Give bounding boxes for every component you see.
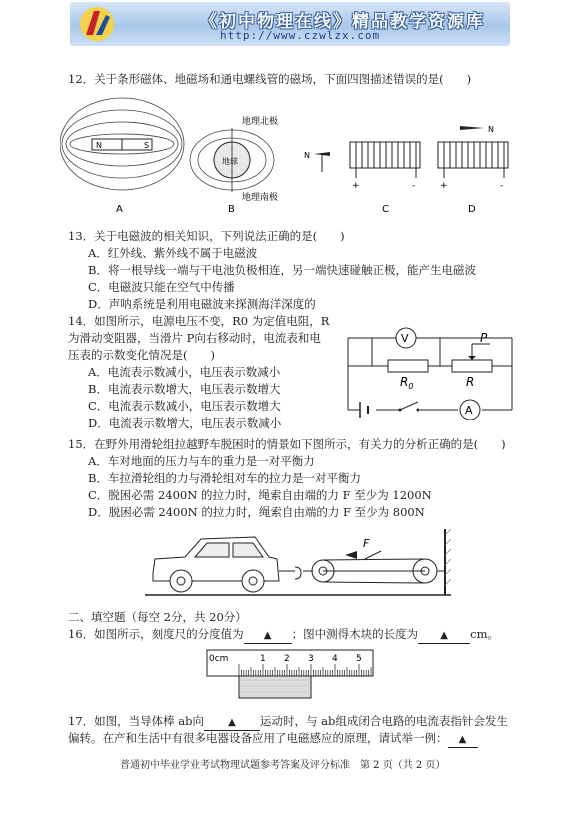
figure-a-bar-magnet (60, 98, 184, 215)
ruler-tick-3: 3 (308, 654, 314, 664)
fig-a-label: A (116, 204, 123, 215)
header-title: 《初中物理在线》精品教学资源库 (200, 12, 485, 32)
section2-title: 二、填空题（每空 2分，共 20分） (68, 610, 247, 624)
slider-p-label: P (480, 331, 488, 345)
figure-c-solenoid (304, 142, 420, 215)
q16-ruler-figure (205, 646, 375, 704)
header-banner (70, 2, 510, 46)
fig-c-label: C (382, 204, 389, 215)
q17-line1-b: 运动时，与 ab组成闭合电路的电流表指针会发生 (260, 714, 508, 728)
fig-d-plus: + (440, 181, 448, 191)
fig-d-label: D (468, 204, 476, 215)
q16-blank-1[interactable]: ▲ (244, 629, 292, 644)
figure-d-solenoid (438, 125, 508, 215)
q16-text-a: 16．如图所示，刻度尺的分度值为 (68, 627, 244, 641)
q17-blank-1[interactable]: ▲ (204, 716, 260, 731)
q14-circuit (340, 320, 520, 420)
q14-option-b: B．电流表示数增大，电压表示数增大 (88, 382, 281, 396)
q13-option-a: A．红外线、紫外线不属于电磁波 (88, 246, 258, 260)
fig-a-n-label: N (96, 141, 102, 150)
q14-stem-line-3: 压表的示数变化情况是( ) (68, 348, 215, 362)
fig-d-minus: - (500, 181, 504, 191)
figure-b-earth (190, 115, 278, 215)
q17-blank-2[interactable]: ▲ (448, 733, 478, 748)
q17-line-1 (68, 714, 508, 731)
q14-option-a: A．电流表示数减小，电压表示数减小 (88, 365, 281, 379)
q13-option-b: B．将一根导线一端与干电池负极相连，另一端快速碰触正极，能产生电磁波 (88, 263, 476, 277)
fig-c-plus: + (352, 181, 360, 191)
q15-stem: 15．在野外用滑轮组拉越野车脱困时的情景如下图所示，有关力的分析正确的是( ) (68, 437, 506, 451)
fig-b-geo-south: 地理南极 (242, 193, 279, 203)
q14-option-d: D．电流表示数增大，电压表示数减小 (88, 416, 282, 430)
ruler-tick-2: 2 (284, 654, 290, 664)
ruler-tick-4: 4 (332, 654, 338, 664)
q17-line2-text: 偏转。在产和生活中有很多电器设备应用了电磁感应的原理，请试举一例： (68, 731, 448, 745)
fig-b-label: B (228, 204, 235, 215)
ruler-tick-0: 0cm (209, 654, 229, 664)
q15-option-b: B．车拉滑轮组的力与滑轮组对车的拉力是一对平衡力 (88, 471, 361, 485)
q14-stem-line-1: 14．如图所示，电源电压不变，R0 为定值电阻，R (68, 314, 330, 328)
fig-d-n-label: N (488, 125, 494, 134)
q14-option-c: C．电流表示数减小，电压表示数增大 (88, 399, 281, 413)
fig-b-geo-north: 地理北极 (242, 117, 279, 127)
voltmeter-label: V (401, 332, 409, 345)
q17-line-2 (68, 731, 478, 748)
fig-b-earth-label: 地球 (222, 157, 238, 166)
q12-figures (60, 92, 520, 222)
q13-option-d: D．声呐系统是利用电磁波来探测海洋深度的 (88, 297, 316, 311)
q16-text (68, 627, 499, 644)
force-f-label: F (363, 537, 370, 550)
fig-c-minus: - (412, 181, 416, 191)
page-footer: 普通初中毕业学业考试物理试题参考答案及评分标准 第 2 页（共 2 页） (120, 760, 446, 771)
resistor-r0-label: $R_0$ (400, 375, 414, 391)
q13-option-c: C．电磁波只能在空气中传播 (88, 280, 235, 294)
q16-text-b: ；图中测得木块的长度为 (291, 627, 419, 641)
ruler-tick-5: 5 (356, 654, 362, 664)
q13-stem: 13．关于电磁波的相关知识，下列说法正确的是( ) (68, 229, 345, 243)
fig-c-n-label: N (304, 151, 310, 160)
ruler-tick-1: 1 (260, 654, 266, 664)
site-logo (76, 5, 118, 43)
q15-pulley-figure (145, 525, 465, 605)
fig-a-s-label: S (144, 141, 150, 150)
q16-blank-2[interactable]: ▲ (418, 629, 470, 644)
q16-text-c: cm。 (470, 627, 499, 641)
q15-option-a: A．车对地面的压力与车的重力是一对平衡力 (88, 454, 315, 468)
resistor-r-label: R (466, 375, 475, 389)
header-url: http://www.czwlzx.com (220, 29, 381, 42)
q15-option-c: C．脱困必需 2400N 的拉力时，绳索自由端的力 F 至少为 1200N (88, 488, 432, 502)
q15-option-d: D．脱困必需 2400N 的拉力时，绳索自由端的力 F 至少为 800N (88, 505, 425, 519)
q14-stem-line-2: 为滑动变阻器，当滑片 P向右移动时，电流表和电 (68, 331, 321, 345)
ammeter-label: A (465, 404, 473, 417)
q17-line1-a: 17．如图，当导体棒 ab向 (68, 714, 205, 728)
q12-stem: 12．关于条形磁体、地磁场和通电螺线管的磁场，下面四图描述错误的是( ) (68, 72, 472, 86)
